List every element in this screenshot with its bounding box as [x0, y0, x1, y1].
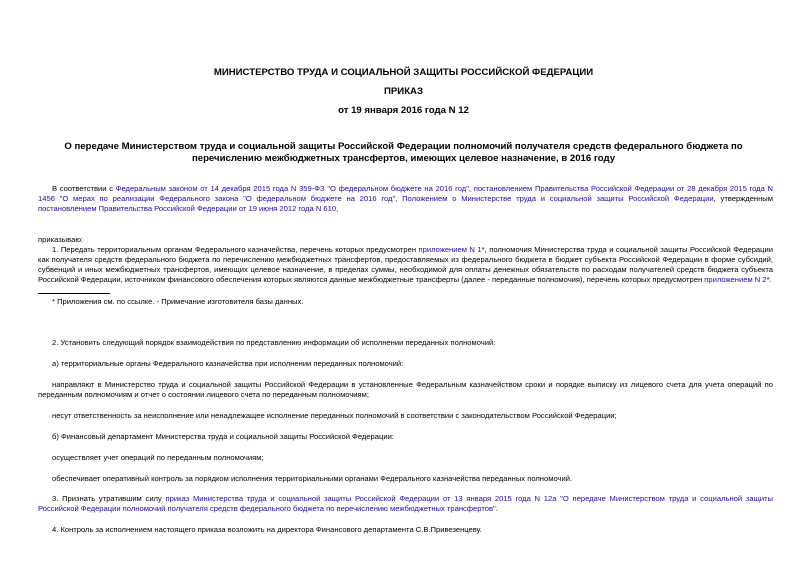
ministry-heading: МИНИСТЕРСТВО ТРУДА И СОЦИАЛЬНОЙ ЗАЩИТЫ РОССИЙСКОЙ ФЕДЕРАЦИИ [213, 67, 594, 78]
federal-law-link[interactable]: Федеральным законом от 14 декабря 2015 года N 359-ФЗ "О федеральном бюджете на 2016 год" [115, 184, 469, 193]
item-2a-duty-1: направляют в Министерство труда и социальной защиты Российской Федерации в установленные Федеральным казначейством сроки и порядке выписку из лицевого счета для учета операций по переданным полномочиям и отчет о состоянии лицевого счета по переданным полномочиям; [38, 380, 773, 399]
doc-date-heading: от 19 января 2016 года N 12 [338, 105, 469, 116]
footnote-divider [38, 293, 110, 294]
preamble-text-1: В соответствии с [52, 184, 116, 193]
item-1-text-3: *. [766, 275, 772, 284]
appendix-1-link[interactable]: приложением N 1 [418, 245, 482, 254]
preamble-text-5: , [336, 204, 339, 213]
item-2b-paragraph: б) Финансовый департамент Министерства труда и социальной защиты Российской Федерации: [52, 432, 394, 441]
item-3-text-1: 3. Признать утратившим силу [52, 494, 166, 503]
preamble-text-2: , [468, 184, 474, 193]
government-resolution-610-link[interactable]: постановлением Правительства Российской Федерации от 19 июня 2012 года N 610 [38, 204, 337, 213]
footnote: * Приложения см. по ссылке. - Примечание изготовителя базы данных. [52, 297, 304, 306]
doc-type-heading: ПРИКАЗ [384, 86, 423, 97]
item-3-paragraph [38, 494, 773, 514]
item-2-paragraph: 2. Установить следующий порядок взаимодействия по представлению информации об исполнении переданных полномочий: [52, 338, 496, 347]
item-2a-paragraph: а) территориальные органы Федерального казначейства при исполнении переданных полномочий: [52, 359, 404, 368]
item-2b-duty-2: обеспечивает оперативный контроль за порядком исполнения территориальными органами Федерального казначейства переданных полномочий. [52, 474, 573, 483]
item-2a-duty-2: несут ответственность за неисполнение или ненадлежащее исполнение переданных полномочий в соответствии с законодательством Российской Федерации; [52, 411, 617, 420]
preamble-text-4: , утвержденным [713, 194, 773, 203]
item-1-paragraph [38, 245, 773, 285]
item-3-text-2: . [495, 504, 498, 513]
ministry-regulation-link[interactable]: Положением о Министерстве труда и социальной защиты Российской Федерации [402, 194, 714, 203]
preamble-paragraph [38, 184, 773, 214]
item-2b-duty-1: осуществляет учет операций по переданным полномочиям; [52, 453, 264, 462]
government-resolution-1456-link[interactable]: постановлением Правительства Российской Федерации от 28 декабря 2015 года N 1456 "О мерах по реализации Федерального закона "О федеральном бюджете на 2016 год" [38, 184, 774, 203]
order-word: приказываю: [38, 235, 84, 244]
appendix-2-link[interactable]: приложением N 2 [704, 275, 767, 284]
repealed-order-link[interactable]: приказ Министерства труда и социальной защиты Российской Федерации от 13 января 2015 года N 12а "О передаче Министерством труда и социальной защиты Российской Федерации полномочий получателя средств федерального бюджета по перечислению межбюджетных трансфертов" [38, 494, 774, 513]
item-1-text-2: *, полномочия Министерства труда и социальной защиты Российской Федерации как получателя средств федерального бюджета по перечислению межбюджетных трансфертов, предоставляемых из федерального бюджета в бюджет субъекта Российской Федерации в форме субсидий, субвенций и иных межбюджетных трансфертов, имеющих целевое назначение, в пределах суммы, необходимой для оплаты денежных обязательств по расходам получателей средств бюджета субъекта Российской Федерации, источником финансового обеспечения которых являются данные межбюджетные трансферты (далее - переданные полномочия), перечень которых предусмотрен [38, 245, 773, 284]
item-1-text-1: 1. Передать территориальным органам Федерального казначейства, перечень которых предусмотрен [52, 245, 419, 254]
item-4-paragraph: 4. Контроль за исполнением настоящего приказа возложить на директора Финансового департамента С.В.Привезенцеву. [52, 525, 482, 534]
preamble-text-3: , [395, 194, 403, 203]
doc-title: О передаче Министерством труда и социальной защиты Российской Федерации полномочий получателя средств федерального бюджета по перечислению межбюджетных трансфертов, имеющих целевое назначение, в 2016 году [64, 141, 743, 164]
